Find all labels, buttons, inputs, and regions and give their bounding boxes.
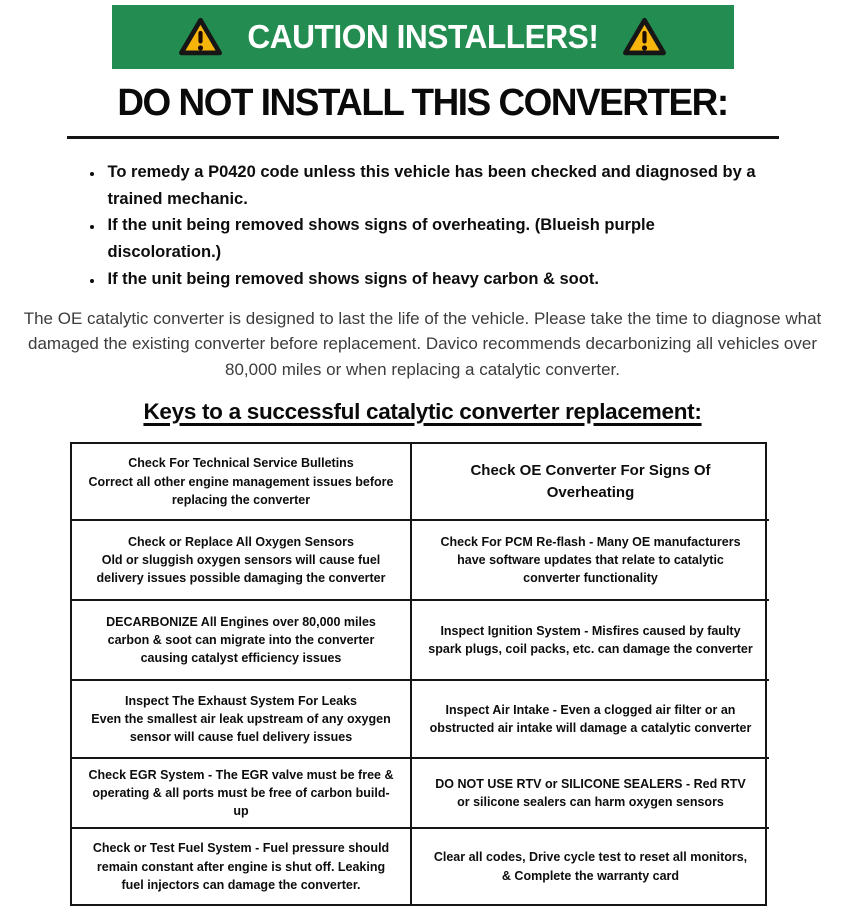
cell-text: Check OE Converter For Signs Of Overheating [470, 461, 711, 501]
cell-text: Inspect Ignition System - Misfires caused by faulty spark plugs, coil packs, etc. can damage the converter [428, 623, 753, 657]
keys-table [70, 442, 767, 906]
table-cell [412, 521, 769, 601]
table-cell [412, 829, 769, 904]
cell-body: DECARBONIZE All Engines over 80,000 miles carbon & soot can migrate into the converter causing catalyst efficiency issues [106, 614, 376, 666]
cell-body: Check EGR System - The EGR valve must be free & operating & all ports must be free of carbon build-up [88, 767, 394, 819]
table-cell [72, 601, 412, 681]
warning-list-item: • If the unit being removed shows signs of overheating. (Blueish purple discoloration.) [104, 212, 762, 265]
main-warning-heading: DO NOT INSTALL THIS CONVERTER: [117, 82, 728, 124]
cell-body: Old or sluggish oxygen sensors will cause fuel delivery issues possible damaging the converter [96, 553, 386, 586]
divider-line [67, 136, 779, 139]
table-cell [412, 759, 769, 829]
table-cell [72, 521, 412, 601]
cell-body: Check or Test Fuel System - Fuel pressure should remain constant after engine is shut off. Leaking fuel injectors can damage the converter. [92, 841, 390, 892]
table-cell [412, 601, 769, 681]
warning-list [84, 159, 762, 293]
banner-title: CAUTION INSTALLERS! [246, 18, 599, 55]
warning-list-item: • If the unit being removed shows signs of heavy carbon & soot. [104, 266, 762, 293]
table-cell [72, 681, 412, 759]
table-cell [412, 444, 769, 521]
keys-heading: Keys to a successful catalytic converter replacement: [143, 399, 702, 425]
table-cell [72, 829, 412, 904]
cell-body: Even the smallest air leak upstream of any oxygen sensor will cause fuel delivery issues [91, 712, 391, 745]
cell-body: Correct all other engine management issues before replacing the converter [88, 474, 394, 507]
table-cell [72, 444, 412, 521]
warning-list-item: • To remedy a P0420 code unless this vehicle has been checked and diagnosed by a trained mechanic. [104, 159, 762, 212]
cell-text: Inspect Air Intake - Even a clogged air filter or an obstructed air intake will damage a catalytic converter [429, 702, 752, 736]
cell-text: Check For PCM Re-flash - Many OE manufacturers have software updates that relate to catalytic converter functionality [440, 534, 741, 586]
caution-banner [112, 5, 734, 69]
table-cell [72, 759, 412, 829]
warning-triangle-icon [177, 16, 224, 58]
cell-title: Check or Replace All Oxygen Sensors [127, 534, 354, 549]
cell-title: Check For Technical Service Bulletins [128, 456, 354, 471]
flyer-page [0, 5, 845, 919]
advisory-paragraph: The OE catalytic converter is designed to last the life of the vehicle. Please take the time to diagnose what damaged the existing converter before replacement. Davico recommends decarbonizing all vehicles over 80,000 miles or when replacing a catalytic converter. [23, 308, 822, 379]
table-cell [412, 681, 769, 759]
cell-text: Clear all codes, Drive cycle test to reset all monitors, & Complete the warranty card [433, 850, 748, 883]
warning-triangle-icon [621, 16, 668, 58]
cell-title: Inspect The Exhaust System For Leaks [124, 693, 358, 708]
cell-text: DO NOT USE RTV or SILICONE SEALERS - Red RTV or silicone sealers can harm oxygen sensors [435, 776, 746, 810]
